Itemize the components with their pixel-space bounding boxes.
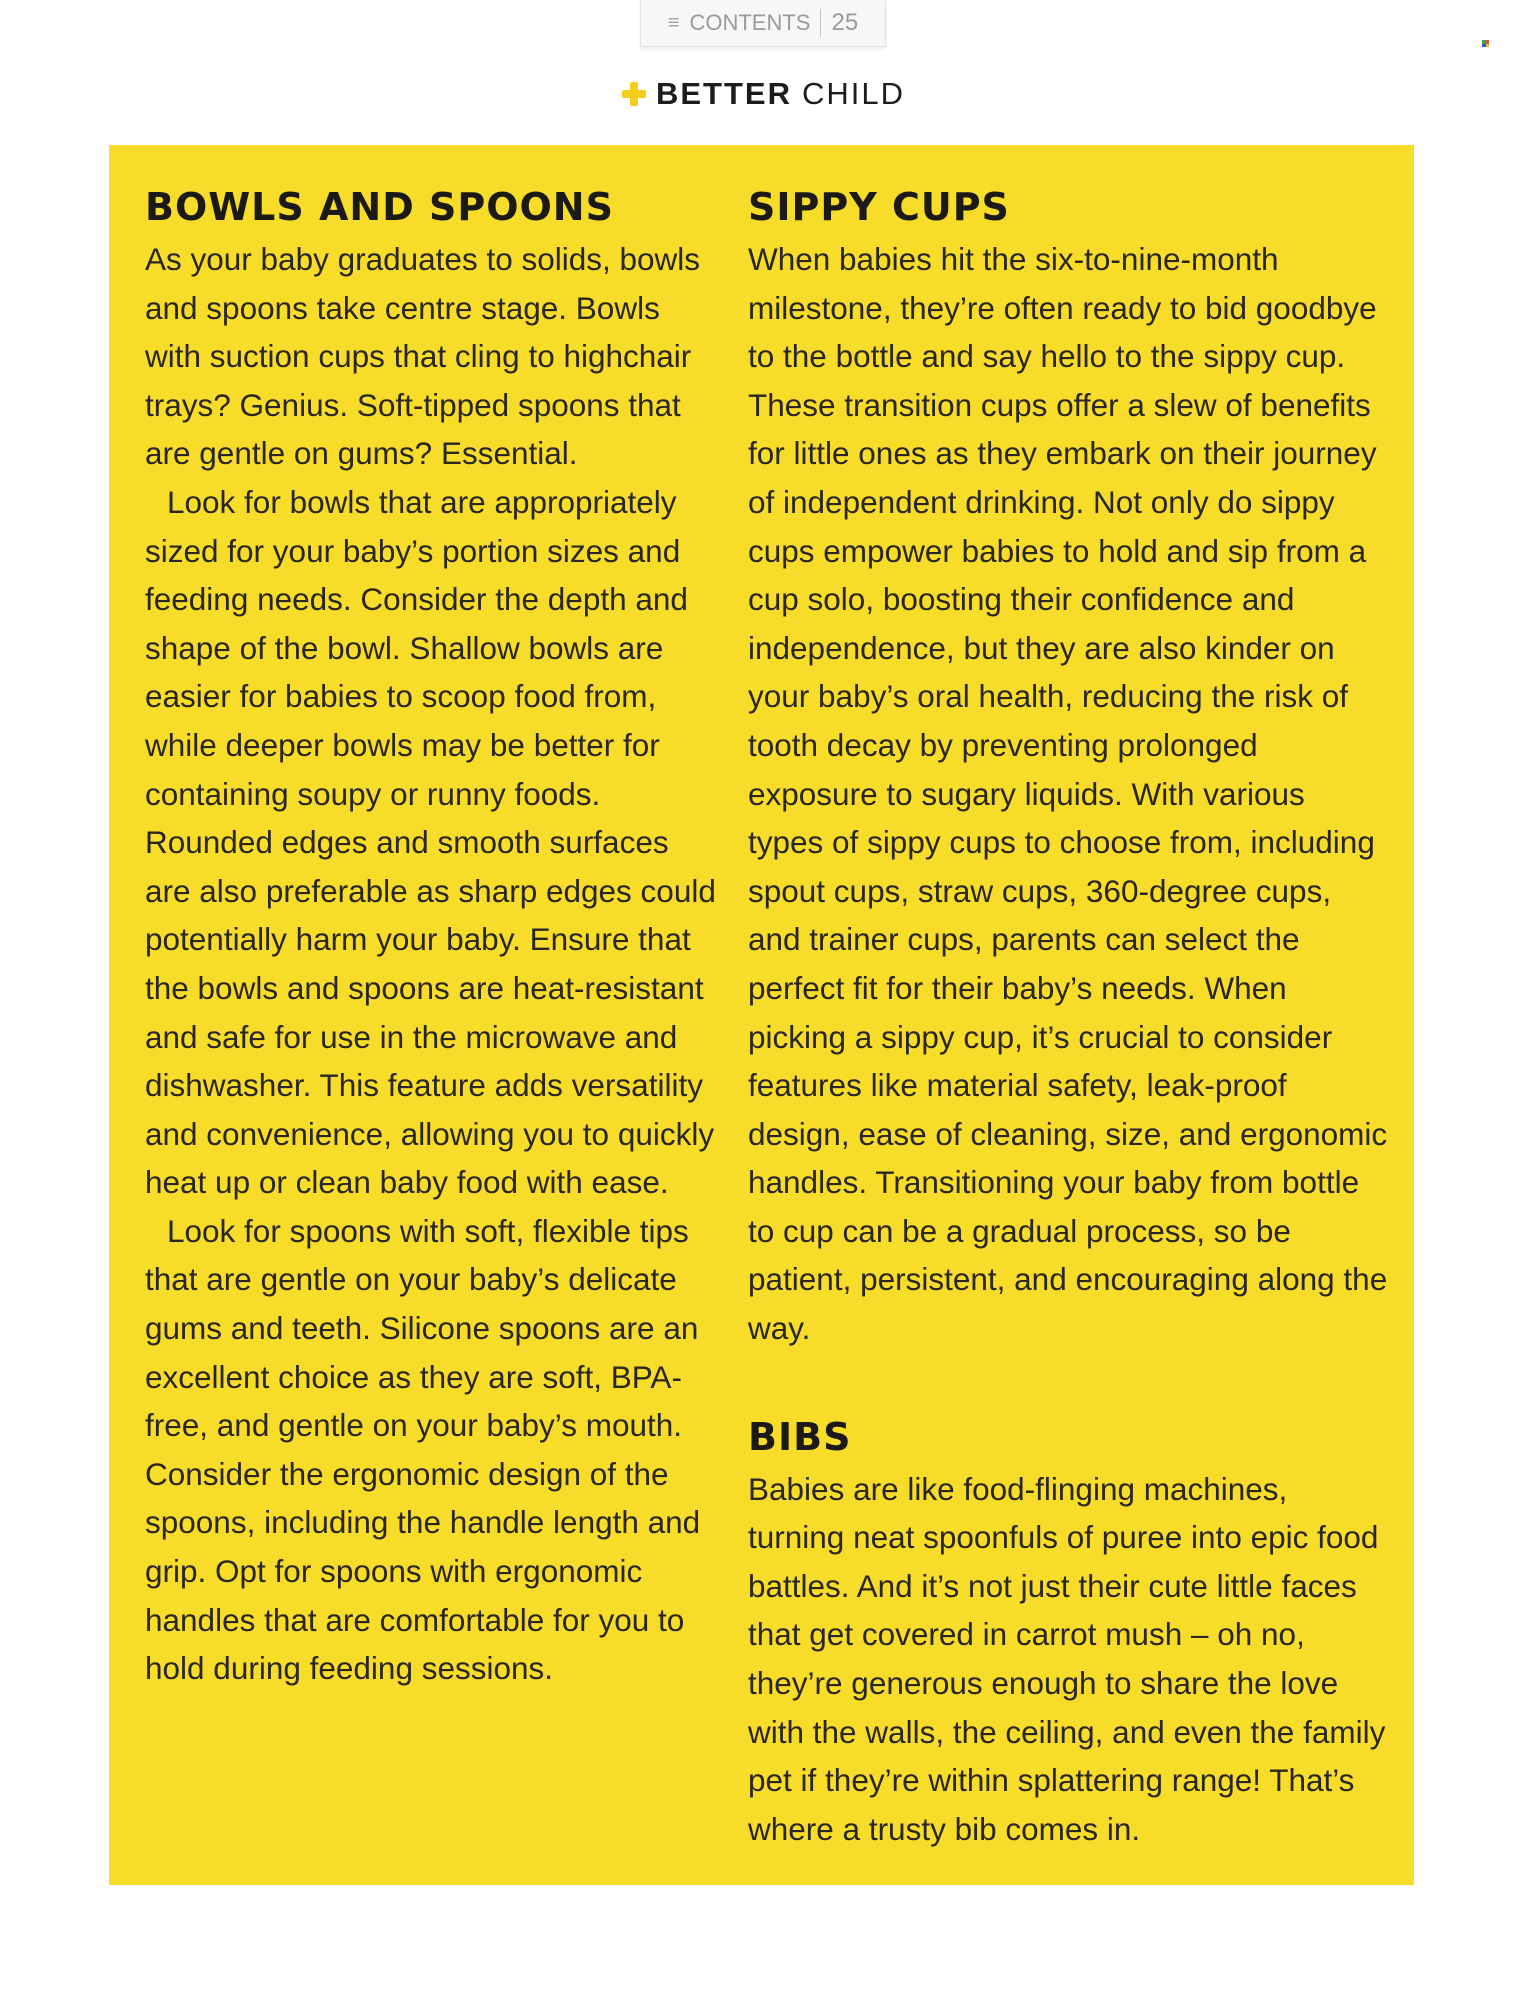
plus-icon — [622, 82, 646, 106]
brand-light: CHILD — [801, 76, 905, 111]
sippy-paragraph-1: When babies hit the six-to-nine-month milestone, they’re often ready to bid goodbye to the bottle and say hello to the sippy cup. These transition cups offer a slew of benefits for little ones as they embark on their journey of independent drinking. Not only do sippy cups empower babies to hold and sip from a cup solo, boosting their confidence and independence, but they are also kinder on your baby’s oral health, reducing the risk of tooth decay by preventing prolonged exposure to sugary liquids. With various types of sippy cups to choose from, including spout cups, straw cups, 360-degree cups, and trainer cups, parents can select the perfect fit for their baby’s needs. When picking a sippy cup, it’s crucial to consider features like material safety, leak-proof design, ease of cleaning, size, and ergonomic handles. Transitioning your baby from bottle to cup can be a gradual process, so be patient, persistent, and encouraging along the way. — [748, 241, 1388, 1347]
bowls-paragraph-1: As your baby graduates to solids, bowls and spoons take centre stage. Bowls with suction cups that cling to highchair trays? Genius. Soft-tipped spoons that are gentle on gums? Essential. — [145, 241, 701, 472]
brand-strong: BETTER — [655, 76, 792, 111]
corner-logo-icon — [1482, 40, 1489, 47]
article-panel — [109, 145, 1414, 1885]
right-column — [748, 183, 1388, 1853]
page-number: 25 — [831, 9, 859, 36]
divider — [820, 9, 821, 37]
heading-bowls-and-spoons: BOWLS AND SPOONS — [145, 185, 614, 229]
heading-bibs: BIBS — [748, 1414, 852, 1459]
heading-sippy-cups: SIPPY CUPS — [748, 185, 1010, 229]
left-column — [145, 183, 717, 1693]
bibs-paragraph-1: Babies are like food-flinging machines, turning neat spoonfuls of puree into epic food battles. And it’s not just their cute little faces that get covered in carrot mush – oh no, they’re generous enough to share the love with the walls, the ceiling, and even the family pet if they’re within splattering range! That’s where a trusty bib comes in. — [748, 1470, 1386, 1847]
menu-icon: ≡ — [667, 11, 680, 34]
contents-label: CONTENTS — [689, 10, 811, 35]
bowls-paragraph-2: Look for bowls that are appropriately sized for your baby’s portion sizes and feeding needs. Consider the depth and shape of the bowl. Shallow bowls are easier for babies to scoop food from, while deeper bowls may be better for containing soupy or runny foods. Rounded edges and smooth surfaces are also preferable as sharp edges could potentially harm your baby. Ensure that the bowls and spoons are heat-resistant and safe for use in the microwave and dishwasher. This feature adds versatility and convenience, allowing you to quickly heat up or clean baby food with ease. — [145, 483, 716, 1201]
bowls-paragraph-3: Look for spoons with soft, flexible tips that are gentle on your baby’s delicate gums and teeth. Silicone spoons are an excellent choice as they are soft, BPA-free, and gentle on your baby’s mouth. Consider the ergonomic design of the spoons, including the handle length and grip. Opt for spoons with ergonomic handles that are comfortable for you to hold during feeding sessions. — [145, 1212, 701, 1687]
contents-button[interactable] — [640, 0, 886, 47]
section-header — [0, 76, 1527, 112]
